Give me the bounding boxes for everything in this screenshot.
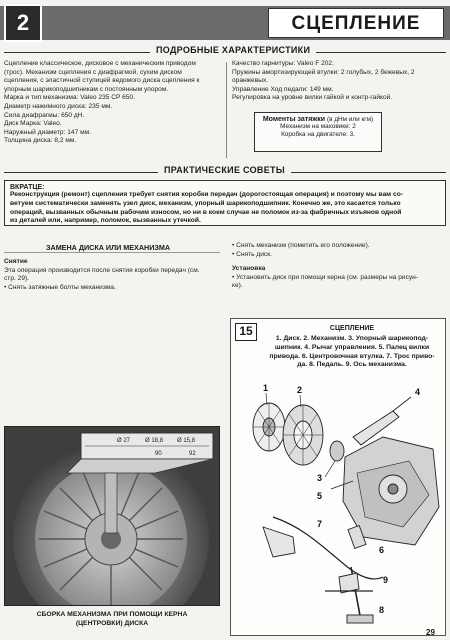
specs-column-divider: [226, 62, 227, 158]
replacement-rule: [4, 252, 220, 253]
callout-label: 1: [263, 383, 269, 393]
specs-heading: ПОДРОБНЫЕ ХАРАКТЕРИСТИКИ: [150, 45, 316, 55]
torque-unit: (в дНм или кгм): [327, 116, 374, 123]
dim-label: 90: [155, 451, 162, 457]
specs-left-line: (трос). Механизм сцепления с диафрагмой, сухим диском: [4, 68, 182, 76]
torque-title-line: [259, 116, 377, 123]
replacement-right-block: [232, 242, 446, 291]
specs-right-text: [232, 60, 446, 103]
callout-label: 9: [383, 575, 389, 585]
page-number: 29: [426, 628, 435, 637]
torque-row: Механизм на маховике: 2: [280, 123, 356, 130]
callout-label: 2: [297, 385, 303, 395]
replacement-right-line: • Снять механизм (пометить его положение).: [232, 242, 370, 249]
specs-left-line: Марка и тип механизма: Valeo 235 CP 650.: [4, 94, 135, 102]
callout-label: 8: [379, 605, 385, 615]
figure-number-badge: 15: [235, 323, 257, 341]
install-title: Установка: [232, 265, 266, 273]
dim-label: Ø 27: [117, 438, 131, 444]
removal-block: [4, 258, 222, 292]
specs-left-line: Сцепление классическое, дисковое с механическим приводом: [4, 60, 196, 67]
callout-label: 7: [317, 519, 323, 529]
callout-label: 5: [317, 491, 323, 501]
figure-caption-line: привода. 6. Центровочная втулка. 7. Трос приво-: [269, 352, 435, 360]
specs-left-text: [4, 60, 222, 146]
figure-caption-line: 1. Диск. 2. Механизм. 3. Упорный шарикопод-: [275, 335, 429, 342]
specs-left-line: Толщина диска: 8,2 мм.: [4, 137, 77, 145]
page-header: [0, 0, 450, 44]
photo-caption-line: СБОРКА МЕХАНИЗМА ПРИ ПОМОЩИ КЕРНА: [36, 611, 188, 618]
callout-label: 4: [415, 387, 421, 397]
figure-caption-line: да. 8. Педаль. 9. Ось механизма.: [297, 361, 407, 369]
specs-right-line: Пружины амортизирующей втулки: 2 голубых, 2 бежевых, 2: [232, 68, 415, 76]
callout-label: 3: [317, 473, 323, 483]
chapter-title-box: [268, 8, 444, 38]
centering-tool-illustration: [5, 427, 220, 606]
replacement-right-line: • Снять диск.: [232, 250, 272, 258]
dim-label: 92: [189, 451, 196, 457]
torque-box: [254, 112, 382, 152]
chapter-title: СЦЕПЛЕНИЕ: [291, 13, 421, 34]
specs-left-line: упорным шарикоподшипникам с постоянным упором.: [4, 85, 169, 93]
install-line: • Установить диск при помощи кернa (см. размеры на рисун-: [232, 273, 419, 281]
specs-left-line: сцепления, с эластичной ступицей ведомого диска сцепления к: [4, 77, 200, 85]
chapter-number-badge: 2: [4, 4, 42, 42]
specs-left-line: Сила диафрагмы: 650 дН.: [4, 111, 85, 119]
brief-line: операций, вызванных обычным рабочим износом, но ни в коем случае не поломок из-за фабричных изъянов одной: [10, 208, 402, 216]
specs-left-line: Диск Марка: Valeo.: [4, 120, 62, 128]
brief-line: Реконструкция (ремонт) сцепления требует снятия коробки передач (дорогостоящая операция) и поэтому мы вам со-: [10, 191, 404, 198]
figure-caption-line: шипник. 4. Рычаг управления. 5. Палец вилки: [274, 343, 430, 351]
specs-left-line: Наружный диаметр: 147 мм.: [4, 128, 91, 136]
brief-line: ветуем систематически заменять узел диск, механизм, упорный шарикоподшипник. Конечно же, это касается только: [10, 199, 401, 207]
dim-label: Ø 15,8: [177, 438, 196, 444]
figure-caption: [261, 335, 443, 370]
specs-right-line: Регулировка на уровне вилки гайкой и контр-гайкой.: [232, 94, 393, 102]
brief-line: из деталей или, например, поломок, вызванных утечкой.: [10, 217, 201, 225]
specs-right-line: Управление Ход педали: 149 мм.: [232, 85, 334, 93]
figure-title: СЦЕПЛЕНИЕ: [329, 325, 375, 332]
photo-caption: [4, 610, 220, 628]
tips-heading: ПРАКТИЧЕСКИЕ СОВЕТЫ: [158, 165, 291, 175]
dim-label: Ø 18,8: [145, 438, 164, 444]
replacement-heading: ЗАМЕНА ДИСКА ИЛИ МЕХАНИЗМА: [46, 243, 171, 252]
specs-right-line: Качество гарнитуры: Valeo F 202.: [232, 60, 334, 67]
removal-line: • Снять затяжные болты механизма.: [4, 283, 116, 291]
torque-row: Коробка на двигателе: 3.: [281, 131, 355, 139]
removal-title: Снятие: [4, 258, 28, 265]
centering-tool-photo: [4, 426, 220, 606]
callout-label: 6: [379, 545, 385, 555]
removal-line: Эта операция производится после снятия коробки передач (см.: [4, 266, 200, 274]
brief-label: ВКРАТЦЕ:: [10, 184, 45, 191]
specs-left-line: Диаметр нажимного диска: 235 мм.: [4, 102, 113, 110]
specs-right-line: оранжевых.: [232, 77, 269, 85]
figure-15: [230, 318, 446, 636]
clutch-exploded-diagram: [233, 377, 445, 633]
brief-box: [4, 180, 446, 226]
torque-title: Моменты затяжки: [262, 116, 326, 123]
install-line: ке).: [232, 282, 243, 290]
photo-caption-line: (ЦЕНТРОВКИ) ДИСКА: [75, 620, 149, 627]
removal-line: стр. 29).: [4, 275, 30, 283]
